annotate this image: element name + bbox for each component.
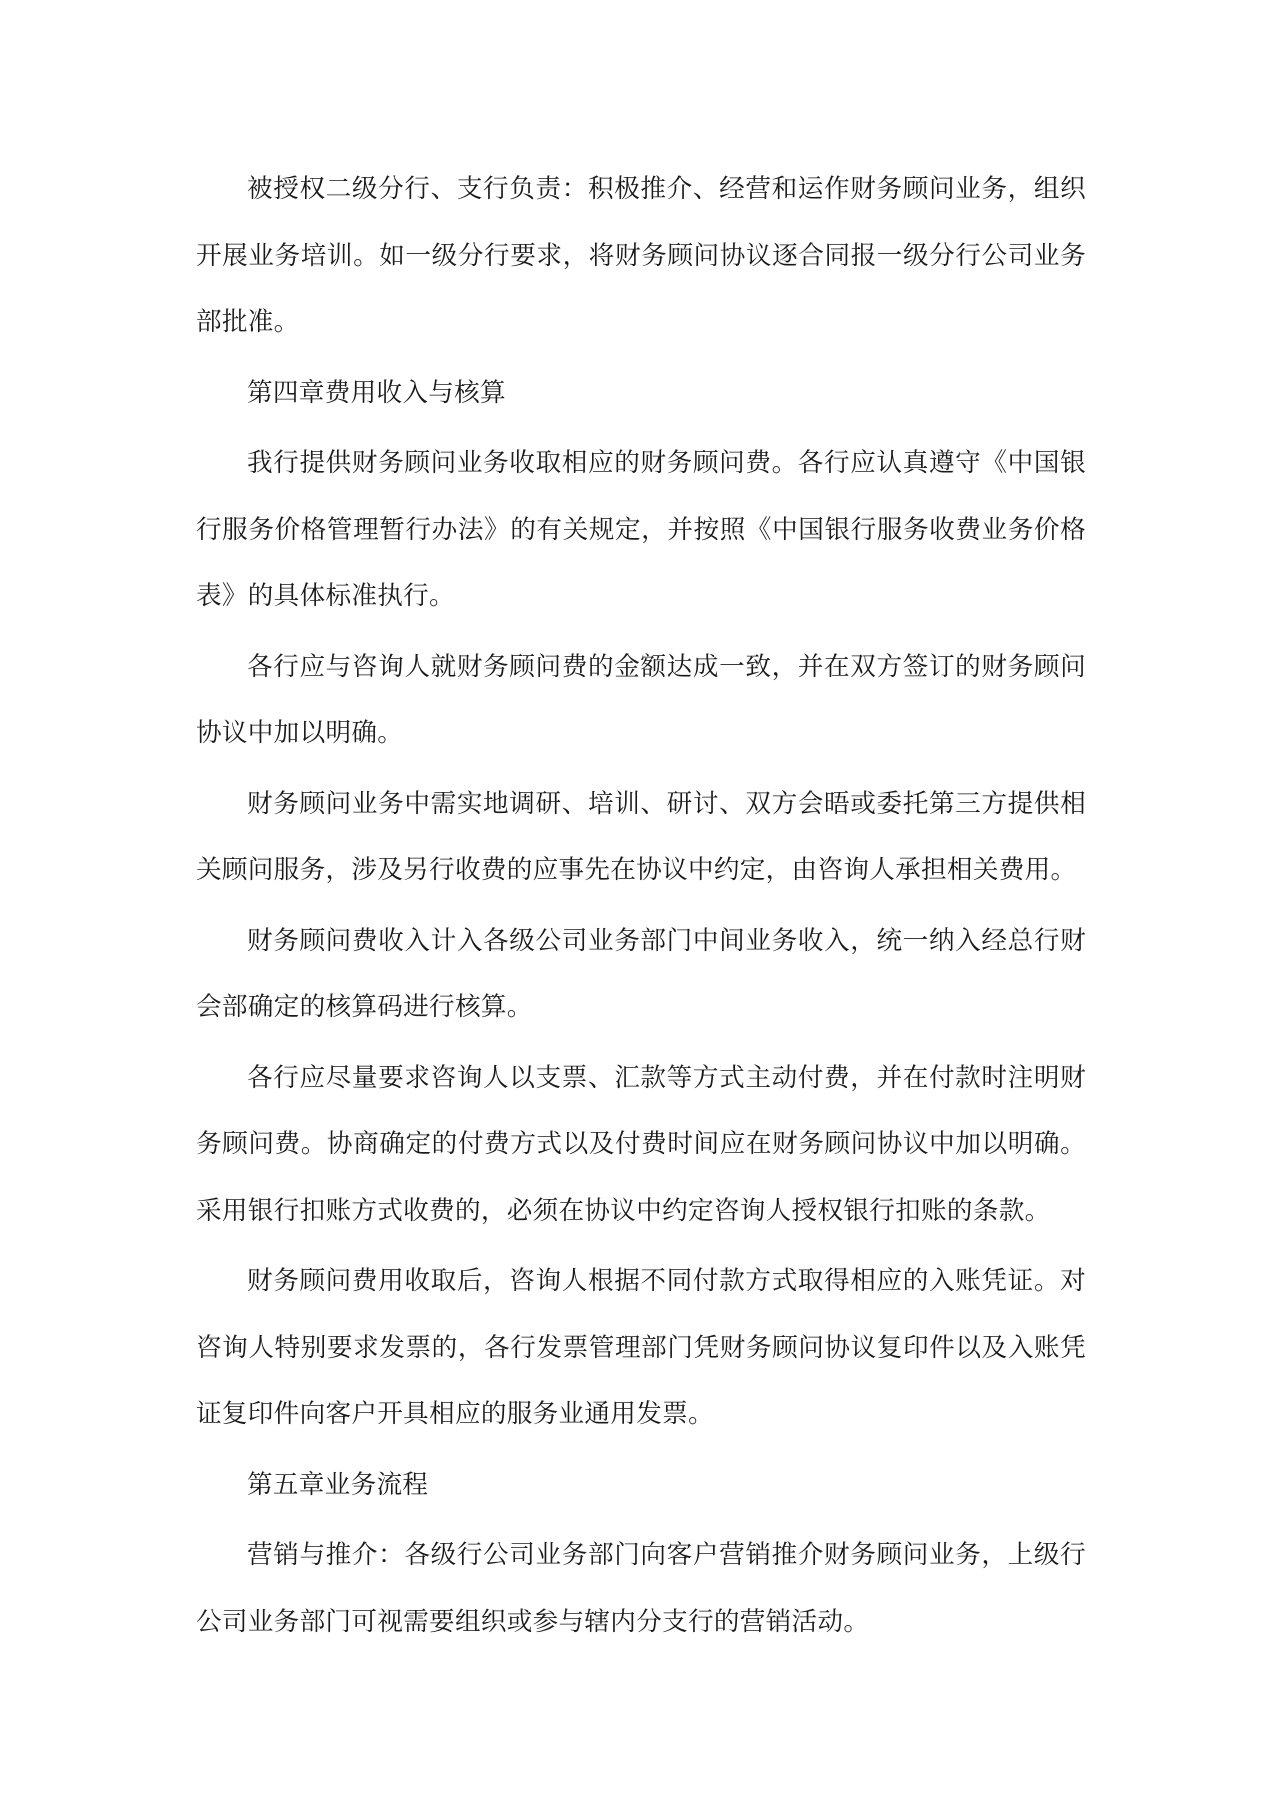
paragraph-marketing: 营销与推介：各级行公司业务部门向客户营销推介财务顾问业务，上级行公司业务部门可视需要组织或参与辖内分支行的营销活动。 — [196, 1540, 1086, 1637]
paragraph-extra-charges: 财务顾问业务中需实地调研、培训、研讨、双方会晤或委托第三方提供相关顾问服务，涉及另行收费的应事先在协议中约定，由咨询人承担相关费用。 — [196, 788, 1086, 885]
paragraph-fee-agreement: 各行应与咨询人就财务顾问费的金额达成一致，并在双方签订的财务顾问协议中加以明确。 — [196, 651, 1086, 748]
chapter-4-heading: 第四章费用收入与核算 — [247, 377, 506, 408]
paragraph-authorized-branches: 被授权二级分行、支行负责：积极推介、经营和运作财务顾问业务，组织开展业务培训。如一级分行要求，将财务顾问协议逐合同报一级分行公司业务部批准。 — [196, 174, 1086, 337]
paragraph-fee-standards: 我行提供财务顾问业务收取相应的财务顾问费。各行应认真遵守《中国银行服务价格管理暂行办法》的有关规定，并按照《中国银行服务收费业务价格表》的具体标准执行。 — [196, 448, 1086, 611]
document-body — [196, 156, 1086, 1659]
paragraph-invoicing: 财务顾问费用收取后，咨询人根据不同付款方式取得相应的入账凭证。对咨询人特别要求发票的，各行发票管理部门凭财务顾问协议复印件以及入账凭证复印件向客户开具相应的服务业通用发票。 — [196, 1266, 1086, 1429]
paragraph-payment-methods: 各行应尽量要求咨询人以支票、汇款等方式主动付费，并在付款时注明财务顾问费。协商确定的付费方式以及付费时间应在财务顾问协议中加以明确。采用银行扣账方式收费的，必须在协议中约定咨询人授权银行扣账的条款。 — [196, 1062, 1086, 1226]
chapter-5-heading: 第五章业务流程 — [247, 1469, 429, 1500]
paragraph-income-accounting: 财务顾问费收入计入各级公司业务部门中间业务收入，统一纳入经总行财会部确定的核算码进行核算。 — [196, 925, 1086, 1022]
